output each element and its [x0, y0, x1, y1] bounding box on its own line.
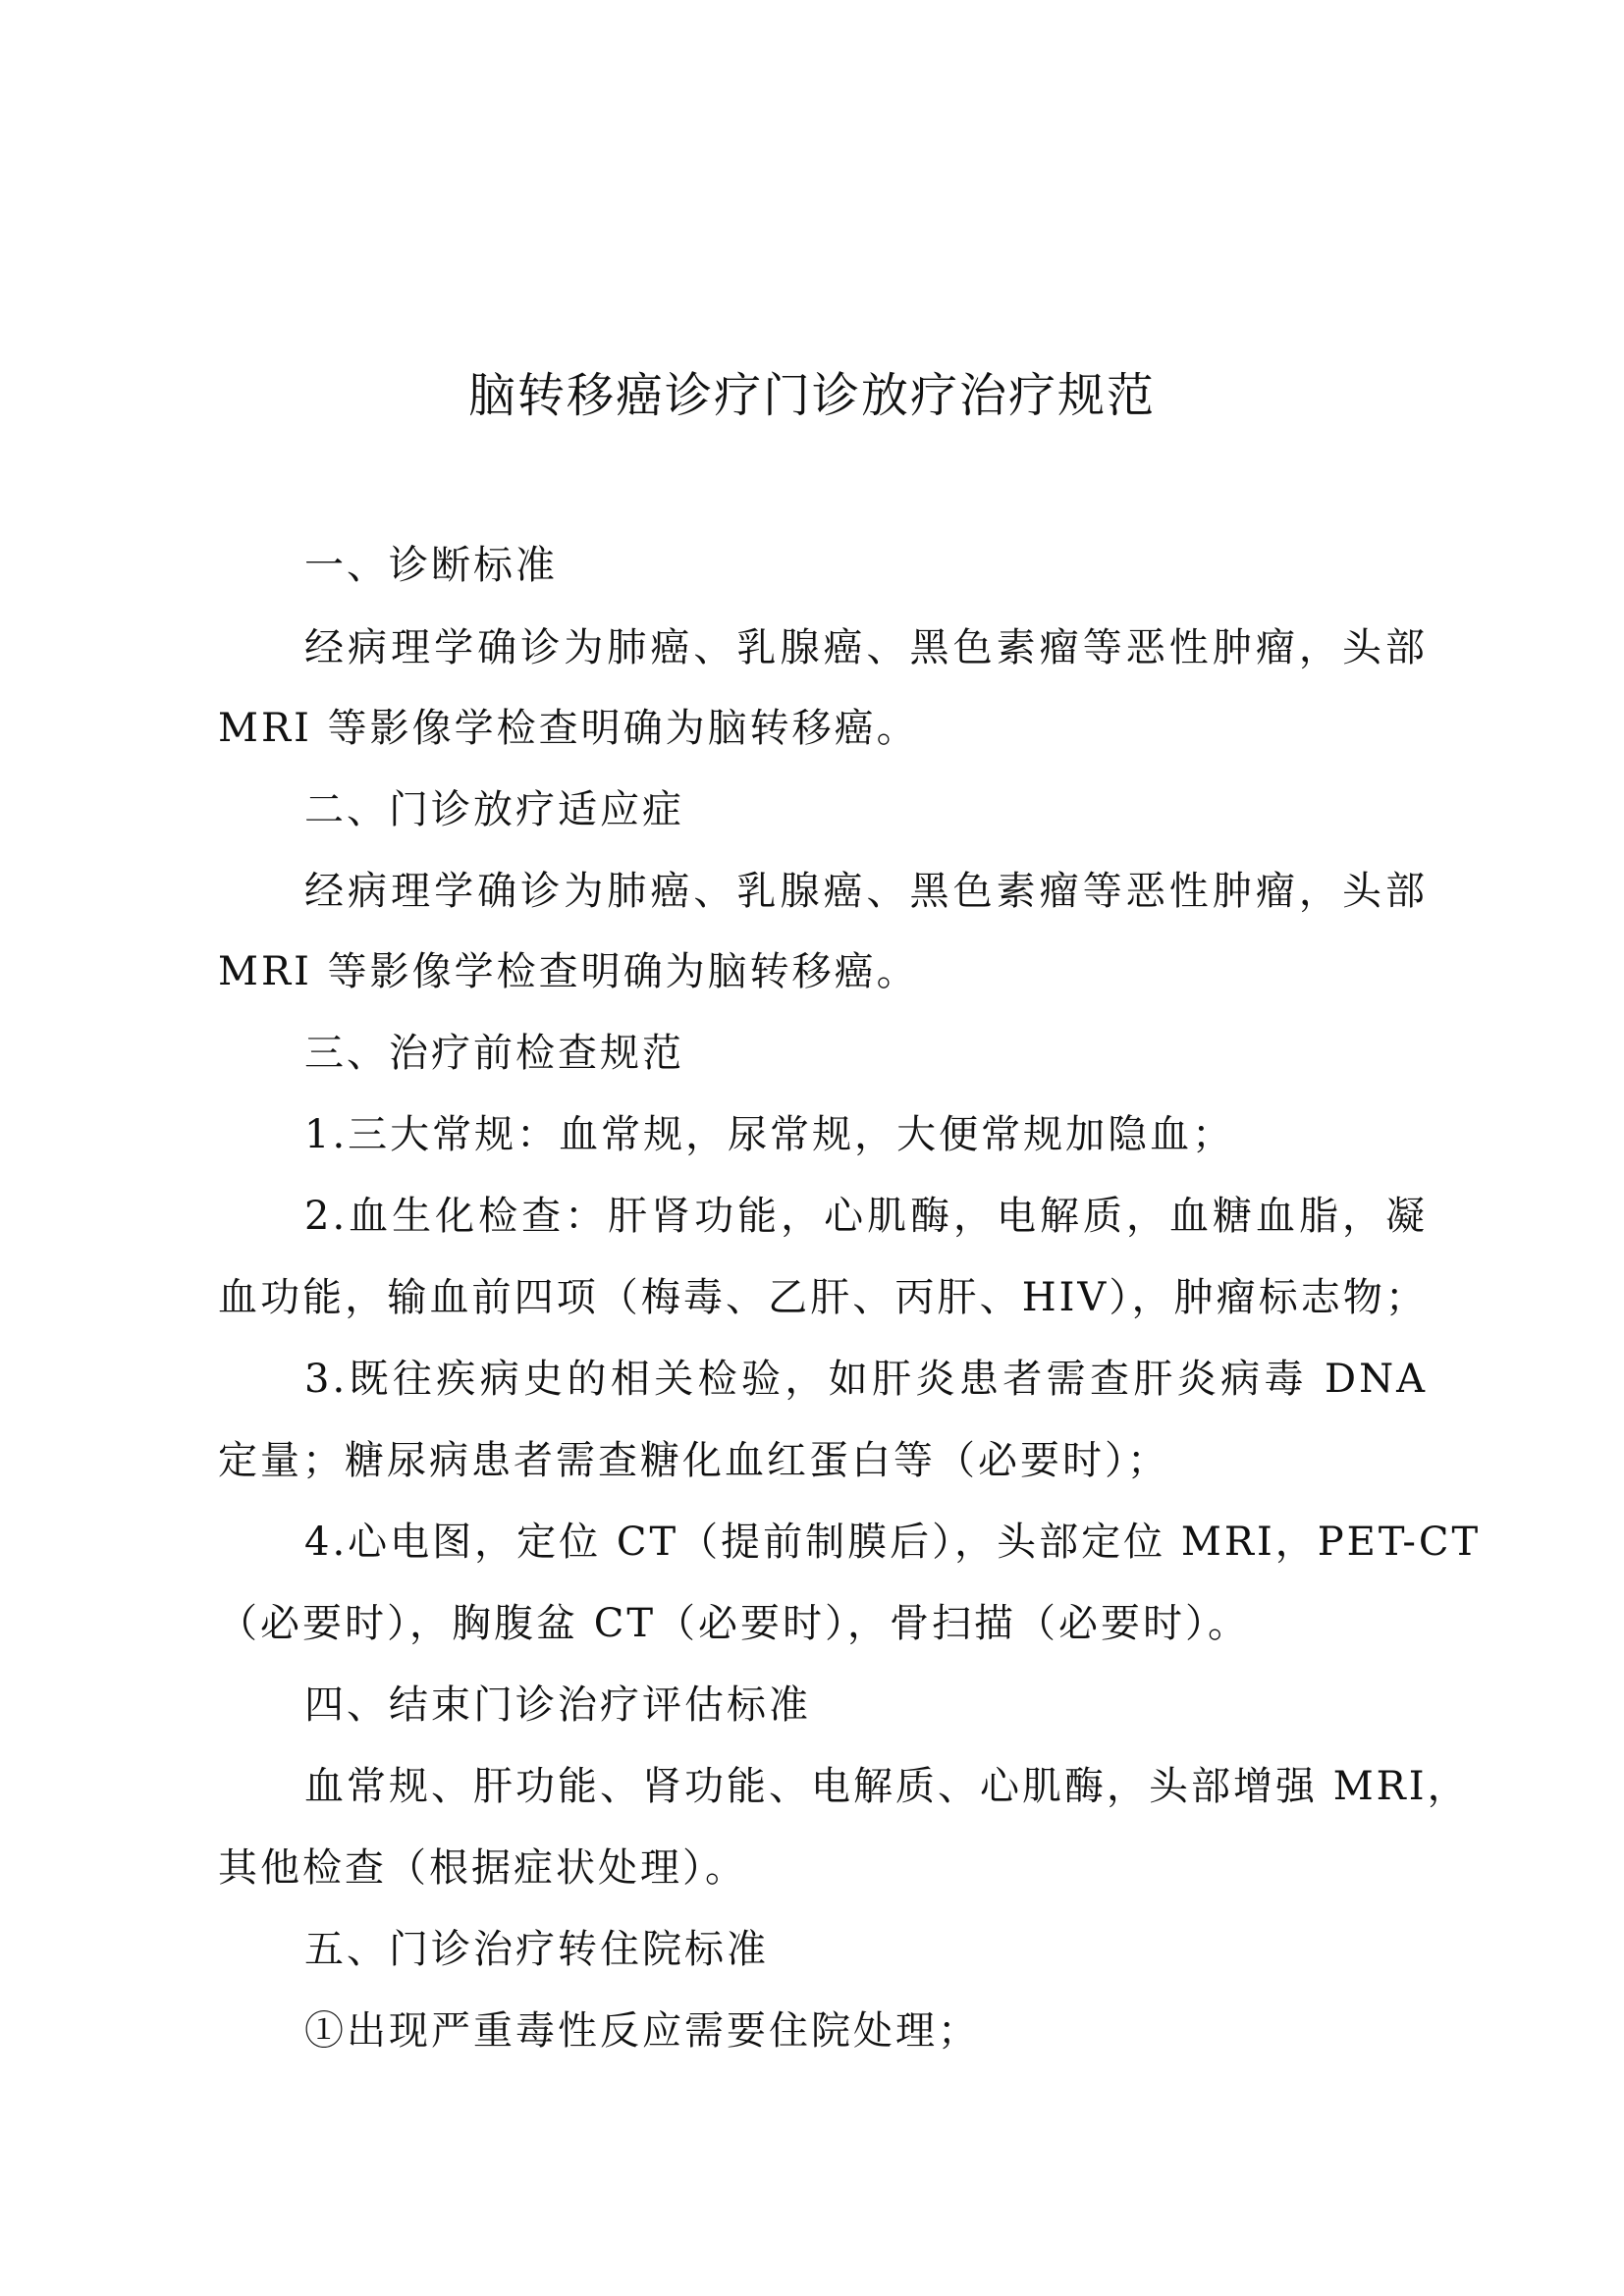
section-heading-end-evaluation: 四、结束门诊治疗评估标准: [304, 1682, 811, 1728]
section-heading-admission-criteria: 五、门诊治疗转住院标准: [304, 1927, 769, 1972]
section-text-line: MRI 等影像学检查明确为脑转移癌。: [218, 949, 919, 994]
section-heading-indications: 二、门诊放疗适应症: [304, 787, 684, 832]
section-text-line: 定量；糖尿病患者需查糖化血红蛋白等（必要时）；: [218, 1438, 1169, 1483]
section-text-line: 3.既往疾病史的相关检验，如肝炎患者需查肝炎病毒 DNA: [304, 1357, 1428, 1402]
section-heading-pretreatment-exams: 三、治疗前检查规范: [304, 1031, 684, 1076]
section-text-line: 1.三大常规：血常规，尿常规，大便常规加隐血；: [304, 1112, 1235, 1157]
section-text-line: 血功能，输血前四项（梅毒、乙肝、丙肝、HIV），肿瘤标志物；: [218, 1275, 1428, 1320]
section-text-line: 其他检查（根据症状处理）。: [218, 1845, 747, 1891]
section-text-line: MRI 等影像学检查明确为脑转移癌。: [218, 706, 919, 751]
section-text-line: （必要时），胸腹盆 CT（必要时），骨扫描（必要时）。: [218, 1601, 1250, 1646]
section-heading-diagnosis: 一、诊断标准: [304, 543, 558, 588]
section-text-line: 经病理学确诊为肺癌、乳腺癌、黑色素瘤等恶性肿瘤，头部: [304, 625, 1428, 670]
section-text-line: 2.血生化检查：肝肾功能，心肌酶，电解质，血糖血脂，凝: [304, 1194, 1428, 1239]
section-text-line: ①出现严重毒性反应需要住院处理；: [304, 2008, 980, 2054]
section-text-line: 4.心电图，定位 CT（提前制膜后），头部定位 MRI，PET-CT: [304, 1520, 1482, 1565]
section-text-line: 血常规、肝功能、肾功能、电解质、心肌酶，头部增强 MRI，: [304, 1764, 1470, 1809]
section-text-line: 经病理学确诊为肺癌、乳腺癌、黑色素瘤等恶性肿瘤，头部: [304, 869, 1428, 914]
document-title: 脑转移癌诊疗门诊放疗治疗规范: [467, 368, 1156, 423]
